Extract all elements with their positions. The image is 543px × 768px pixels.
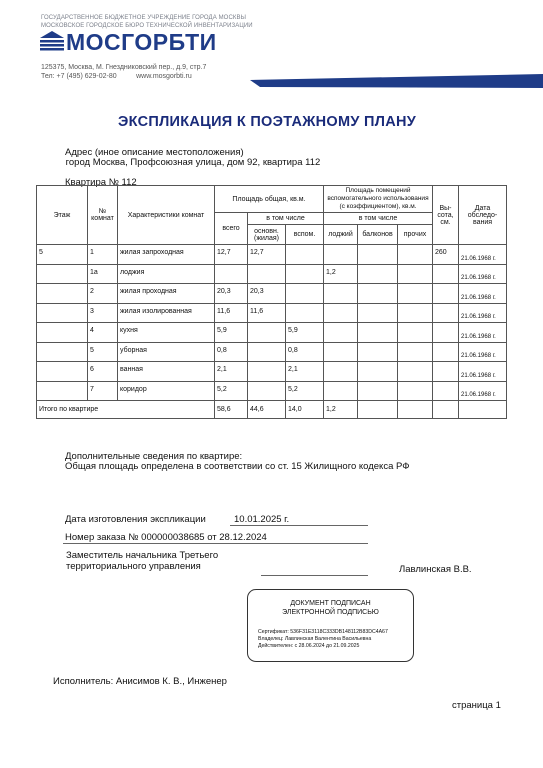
table-row bbox=[37, 342, 507, 362]
table-row bbox=[37, 245, 507, 265]
cell-aux: 0,8 bbox=[286, 342, 324, 362]
cell-height bbox=[433, 303, 459, 323]
cell-other bbox=[398, 323, 433, 343]
header-area-total: Площадь общая, кв.м. bbox=[215, 186, 324, 213]
cell-name: ванная bbox=[118, 362, 215, 382]
cell-name: жилая запроходная bbox=[118, 245, 215, 265]
page-number: страница 1 bbox=[452, 700, 501, 711]
extra-info-label: Дополнительные сведения по квартире: bbox=[65, 451, 243, 462]
cell-height bbox=[433, 342, 459, 362]
header-floor: Этаж bbox=[37, 186, 88, 245]
table-row bbox=[37, 264, 507, 284]
cell-balcony bbox=[358, 381, 398, 401]
cell-total: 5,2 bbox=[215, 381, 248, 401]
cell-no: 7 bbox=[88, 381, 118, 401]
cell-total: 20,3 bbox=[215, 284, 248, 304]
order-underline bbox=[63, 543, 368, 544]
signer-title-line2: территориального управления bbox=[66, 561, 201, 572]
cell-no: 2 bbox=[88, 284, 118, 304]
cell-balcony bbox=[358, 284, 398, 304]
cell-main bbox=[248, 323, 286, 343]
cell-balcony bbox=[358, 342, 398, 362]
cell-no: 1 bbox=[88, 245, 118, 265]
cell-other bbox=[398, 362, 433, 382]
stamp-line1: ДОКУМЕНТ ПОДПИСАН bbox=[290, 600, 371, 607]
header-balconies: балконов bbox=[358, 225, 398, 245]
cell-aux: 2,1 bbox=[286, 362, 324, 382]
signer-name: Лавлинская В.В. bbox=[399, 564, 472, 575]
cell-loggia bbox=[324, 342, 358, 362]
org-address: 125375, Москва, М. Гнездниковский пер., д.9, стр.7 bbox=[41, 64, 207, 71]
cell-floor bbox=[37, 362, 88, 382]
cell-total: 2,1 bbox=[215, 362, 248, 382]
cell-name: коридор bbox=[118, 381, 215, 401]
table-row bbox=[37, 381, 507, 401]
total-date bbox=[459, 401, 507, 419]
cell-floor bbox=[37, 381, 88, 401]
address-value: город Москва, Профсоюзная улица, дом 92, квартира 112 bbox=[63, 157, 321, 168]
cell-height bbox=[433, 381, 459, 401]
cell-main bbox=[248, 342, 286, 362]
cell-floor bbox=[37, 303, 88, 323]
total-other bbox=[398, 401, 433, 419]
cell-loggia bbox=[324, 381, 358, 401]
cell-aux bbox=[286, 245, 324, 265]
cell-floor bbox=[37, 284, 88, 304]
cell-main bbox=[248, 264, 286, 284]
header-including-1: в том числе bbox=[248, 213, 324, 225]
header-survey-date: Дата обследо-вания bbox=[459, 186, 507, 245]
total-balcony bbox=[358, 401, 398, 419]
cell-date: 21.06.1968 г. bbox=[459, 245, 507, 265]
cell-name: жилая проходная bbox=[118, 284, 215, 304]
cell-date: 21.06.1968 г. bbox=[459, 284, 507, 304]
flat-label: Квартира № 112 bbox=[65, 177, 137, 188]
cell-loggia: 1,2 bbox=[324, 264, 358, 284]
cell-name: жилая изолированная bbox=[118, 303, 215, 323]
cell-aux bbox=[286, 303, 324, 323]
org-name-line1: ГОСУДАРСТВЕННОЕ БЮДЖЕТНОЕ УЧРЕЖДЕНИЕ ГОРОДА МОСКВЫ bbox=[41, 15, 246, 21]
stamp-line2: ЭЛЕКТРОННОЙ ПОДПИСЬЮ bbox=[282, 609, 379, 616]
cell-no: 1а bbox=[88, 264, 118, 284]
made-date-label: Дата изготовления экспликации bbox=[65, 514, 206, 525]
cell-height bbox=[433, 362, 459, 382]
cell-date: 21.06.1968 г. bbox=[459, 303, 507, 323]
header-aux-area: Площадь помещений вспомогательного использования (с коэффициентом), кв.м. bbox=[324, 186, 433, 213]
cell-balcony bbox=[358, 303, 398, 323]
executor: Исполнитель: Анисимов К. В., Инженер bbox=[53, 676, 227, 687]
cell-no: 3 bbox=[88, 303, 118, 323]
cell-name: кухня bbox=[118, 323, 215, 343]
cell-height: 260 bbox=[433, 245, 459, 265]
header-total: всего bbox=[215, 213, 248, 245]
cell-no: 6 bbox=[88, 362, 118, 382]
cell-loggia bbox=[324, 245, 358, 265]
cell-total: 11,6 bbox=[215, 303, 248, 323]
cell-date: 21.06.1968 г. bbox=[459, 342, 507, 362]
cell-other bbox=[398, 342, 433, 362]
table-row bbox=[37, 362, 507, 382]
cell-floor bbox=[37, 264, 88, 284]
stamp-owner: Владелец: Лавлинская Валентина Васильевна bbox=[258, 636, 372, 642]
cell-name: уборная bbox=[118, 342, 215, 362]
cell-balcony bbox=[358, 245, 398, 265]
org-contacts: Тел: +7 (495) 629-02-80 www.mosgorbti.ru bbox=[41, 73, 192, 80]
cell-aux bbox=[286, 284, 324, 304]
cell-other bbox=[398, 303, 433, 323]
header-main-living: основн. (жилая) bbox=[248, 225, 286, 245]
cell-main bbox=[248, 362, 286, 382]
cell-loggia bbox=[324, 323, 358, 343]
header-room-number: № комнат bbox=[88, 186, 118, 245]
header-stripe bbox=[0, 74, 543, 99]
total-row bbox=[37, 401, 507, 419]
address-label: Адрес (иное описание местоположения) bbox=[65, 147, 244, 158]
cell-balcony bbox=[358, 362, 398, 382]
header-loggias: лоджий bbox=[324, 225, 358, 245]
cell-other bbox=[398, 245, 433, 265]
stamp-validity: Действителен: с 28.06.2024 до 21.09.2025 bbox=[258, 643, 360, 649]
logo-text: МОСГОРБТИ bbox=[66, 29, 217, 55]
cell-total: 12,7 bbox=[215, 245, 248, 265]
cell-floor bbox=[37, 342, 88, 362]
cell-aux: 5,2 bbox=[286, 381, 324, 401]
signature-line bbox=[261, 575, 368, 576]
stamp-certificate: Сертификат: 536F31E3118C333DB148112B83DC4A67 bbox=[258, 629, 388, 635]
cell-height bbox=[433, 264, 459, 284]
cell-other bbox=[398, 264, 433, 284]
cell-balcony bbox=[358, 264, 398, 284]
header-including-2: в том числе bbox=[324, 213, 433, 225]
header-other: прочих bbox=[398, 225, 433, 245]
table-row bbox=[37, 303, 507, 323]
signer-title-line1: Заместитель начальника Третьего bbox=[66, 550, 219, 561]
cell-aux bbox=[286, 264, 324, 284]
explication-table bbox=[36, 185, 507, 419]
cell-date: 21.06.1968 г. bbox=[459, 362, 507, 382]
e-signature-stamp bbox=[247, 589, 414, 662]
total-area: 58,6 bbox=[215, 401, 248, 419]
org-name-line2: МОСКОВСКОЕ ГОРОДСКОЕ БЮРО ТЕХНИЧЕСКОЙ ИНВЕНТАРИЗАЦИИ bbox=[41, 23, 253, 29]
cell-aux: 5,9 bbox=[286, 323, 324, 343]
table-row bbox=[37, 284, 507, 304]
cell-other bbox=[398, 284, 433, 304]
cell-floor bbox=[37, 323, 88, 343]
table-row bbox=[37, 323, 507, 343]
cell-name: лоджия bbox=[118, 264, 215, 284]
cell-height bbox=[433, 284, 459, 304]
cell-loggia bbox=[324, 362, 358, 382]
cell-height bbox=[433, 323, 459, 343]
header-height: Вы-сота, см. bbox=[433, 186, 459, 245]
cell-date: 21.06.1968 г. bbox=[459, 323, 507, 343]
cell-loggia bbox=[324, 284, 358, 304]
cell-other bbox=[398, 381, 433, 401]
cell-total: 5,9 bbox=[215, 323, 248, 343]
extra-info-text: Общая площадь определена в соответствии со ст. 15 Жилищного кодекса РФ bbox=[65, 461, 410, 472]
mosgorbti-logo-icon bbox=[40, 31, 64, 56]
cell-no: 5 bbox=[88, 342, 118, 362]
cell-balcony bbox=[358, 323, 398, 343]
cell-no: 4 bbox=[88, 323, 118, 343]
cell-total: 0,8 bbox=[215, 342, 248, 362]
header-auxiliary: вспом. bbox=[286, 225, 324, 245]
made-date-underline bbox=[230, 525, 368, 526]
cell-main: 20,3 bbox=[248, 284, 286, 304]
cell-floor: 5 bbox=[37, 245, 88, 265]
total-aux: 14,0 bbox=[286, 401, 324, 419]
header-characteristics: Характеристики комнат bbox=[118, 186, 215, 245]
cell-main: 11,6 bbox=[248, 303, 286, 323]
total-main: 44,6 bbox=[248, 401, 286, 419]
total-loggia: 1,2 bbox=[324, 401, 358, 419]
total-label: Итого по квартире bbox=[37, 401, 215, 419]
cell-main: 12,7 bbox=[248, 245, 286, 265]
cell-total bbox=[215, 264, 248, 284]
document-title: ЭКСПЛИКАЦИЯ К ПОЭТАЖНОМУ ПЛАНУ bbox=[118, 114, 417, 130]
cell-date: 21.06.1968 г. bbox=[459, 381, 507, 401]
made-date-value: 10.01.2025 г. bbox=[234, 514, 290, 525]
cell-loggia bbox=[324, 303, 358, 323]
order-number: Номер заказа № 000000038685 от 28.12.2024 bbox=[65, 532, 267, 543]
cell-main bbox=[248, 381, 286, 401]
total-height bbox=[433, 401, 459, 419]
cell-date: 21.06.1968 г. bbox=[459, 264, 507, 284]
